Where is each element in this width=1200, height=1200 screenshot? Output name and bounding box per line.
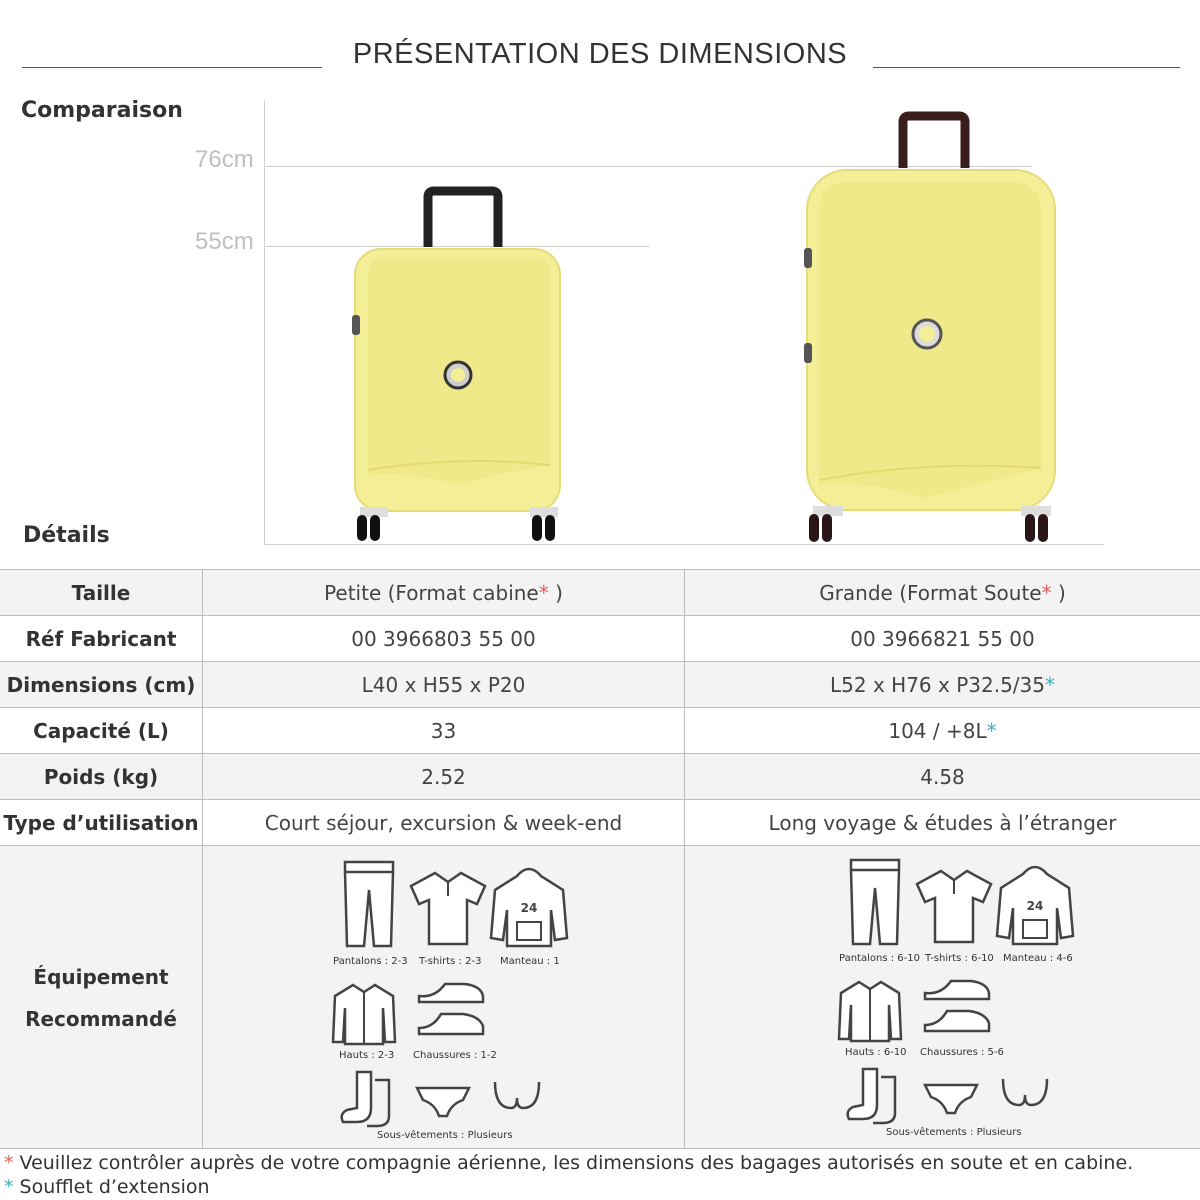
large-size-text: Grande (Format Soute — [819, 580, 1042, 605]
small-size-cell — [203, 570, 685, 616]
equipment-label — [0, 846, 202, 1040]
large-size-cell — [685, 570, 1200, 616]
small-usage-cell: Court séjour, excursion & week-end — [203, 800, 685, 846]
equipment-label-line2: Recommandé — [25, 1007, 177, 1031]
small-underwear-caption: Sous-vêtements : Plusieurs — [377, 1130, 513, 1141]
small-size-text: Petite (Format cabine — [324, 580, 539, 605]
large-coat-caption: Manteau : 4-6 — [1003, 953, 1073, 964]
large-tshirts-caption: T-shirts : 6-10 — [925, 953, 994, 964]
shirt-icon — [837, 979, 903, 1043]
small-weight-cell: 2.52 — [203, 754, 685, 800]
svg-text:24: 24 — [520, 901, 538, 915]
row-label: Capacité (L) — [0, 708, 203, 754]
row-label: Poids (kg) — [0, 754, 203, 800]
large-dimensions-text: L52 x H76 x P32.5/35 — [830, 672, 1045, 697]
svg-text:24: 24 — [1026, 899, 1044, 913]
hoodie-icon — [489, 866, 569, 948]
small-capacity-cell: 33 — [203, 708, 685, 754]
table-row-equipment — [0, 846, 1200, 1149]
briefs-icon — [415, 1084, 471, 1118]
red-asterisk: * — [4, 1152, 14, 1174]
title-rule-right — [873, 67, 1180, 68]
tshirt-icon — [409, 870, 487, 946]
small-pants-caption: Pantalons : 2-3 — [333, 956, 408, 967]
footnote-expansion-text: Soufflet d’extension — [19, 1176, 210, 1194]
blue-asterisk: * — [4, 1176, 14, 1194]
blue-asterisk: * — [986, 718, 997, 743]
small-dimensions-cell: L40 x H55 x P20 — [203, 662, 685, 708]
large-suitcase-image — [795, 108, 1065, 548]
equipment-label-cell — [0, 846, 203, 1149]
small-coat-caption: Manteau : 1 — [500, 956, 560, 967]
comparison-label: Comparaison — [21, 98, 183, 123]
row-label: Type d’utilisation — [0, 800, 203, 846]
bra-icon — [999, 1075, 1051, 1109]
large-pants-caption: Pantalons : 6-10 — [839, 953, 920, 964]
details-label: Détails — [23, 523, 110, 548]
large-underwear-caption: Sous-vêtements : Plusieurs — [886, 1127, 1022, 1138]
large-dimensions-cell — [685, 662, 1200, 708]
small-tops-caption: Hauts : 2-3 — [339, 1050, 395, 1061]
row-label: Réf Fabricant — [0, 616, 203, 662]
blue-asterisk: * — [1044, 672, 1055, 697]
large-equipment-cell — [685, 846, 1200, 1149]
briefs-icon — [923, 1081, 979, 1115]
comparison-axis-vertical — [264, 100, 265, 545]
table-row-dimensions — [0, 662, 1200, 708]
hoodie-icon — [995, 864, 1075, 946]
large-usage-cell: Long voyage & études à l’étranger — [685, 800, 1200, 846]
row-label: Dimensions (cm) — [0, 662, 203, 708]
large-weight-cell: 4.58 — [685, 754, 1200, 800]
page-title: PRÉSENTATION DES DIMENSIONS — [352, 38, 848, 70]
large-capacity-cell — [685, 708, 1200, 754]
table-row-size — [0, 570, 1200, 616]
footnote-airline — [4, 1152, 1133, 1174]
small-suitcase-image — [340, 185, 580, 550]
height-label-55: 55cm — [195, 228, 254, 255]
footnote-airline-text: Veuillez contrôler auprès de votre compagnie aérienne, les dimensions des bagages autorisés en soute et en cabine. — [19, 1152, 1134, 1174]
bra-icon — [491, 1078, 543, 1112]
large-tops-caption: Hauts : 6-10 — [845, 1047, 907, 1058]
socks-icon — [843, 1067, 901, 1125]
table-row-usage — [0, 800, 1200, 846]
pants-icon — [847, 858, 903, 946]
large-ref-cell: 00 3966821 55 00 — [685, 616, 1200, 662]
shoes-icon — [921, 973, 993, 1035]
tshirt-icon — [915, 868, 993, 944]
red-asterisk: * — [1041, 580, 1052, 605]
details-table — [0, 569, 1200, 1149]
table-row-weight — [0, 754, 1200, 800]
socks-icon — [337, 1070, 395, 1128]
height-label-76: 76cm — [195, 146, 254, 173]
small-shoes-caption: Chaussures : 1-2 — [413, 1050, 497, 1061]
red-asterisk: * — [538, 580, 549, 605]
large-size-close: ) — [1051, 580, 1066, 605]
table-row-capacity — [0, 708, 1200, 754]
small-equipment-cell — [203, 846, 685, 1149]
small-tshirts-caption: T-shirts : 2-3 — [419, 956, 482, 967]
shoes-icon — [415, 976, 487, 1038]
large-capacity-text: 104 / +8L — [888, 718, 987, 743]
large-equipment-icons — [685, 846, 1200, 1148]
small-equipment-icons — [203, 846, 684, 1148]
table-row-ref — [0, 616, 1200, 662]
small-ref-cell: 00 3966803 55 00 — [203, 616, 685, 662]
pants-icon — [341, 860, 397, 948]
row-label: Taille — [0, 570, 203, 616]
shirt-icon — [331, 982, 397, 1046]
footnote-expansion — [4, 1176, 210, 1194]
large-shoes-caption: Chaussures : 5-6 — [920, 1047, 1004, 1058]
small-size-close: ) — [548, 580, 563, 605]
equipment-label-line1: Équipement — [33, 965, 169, 989]
